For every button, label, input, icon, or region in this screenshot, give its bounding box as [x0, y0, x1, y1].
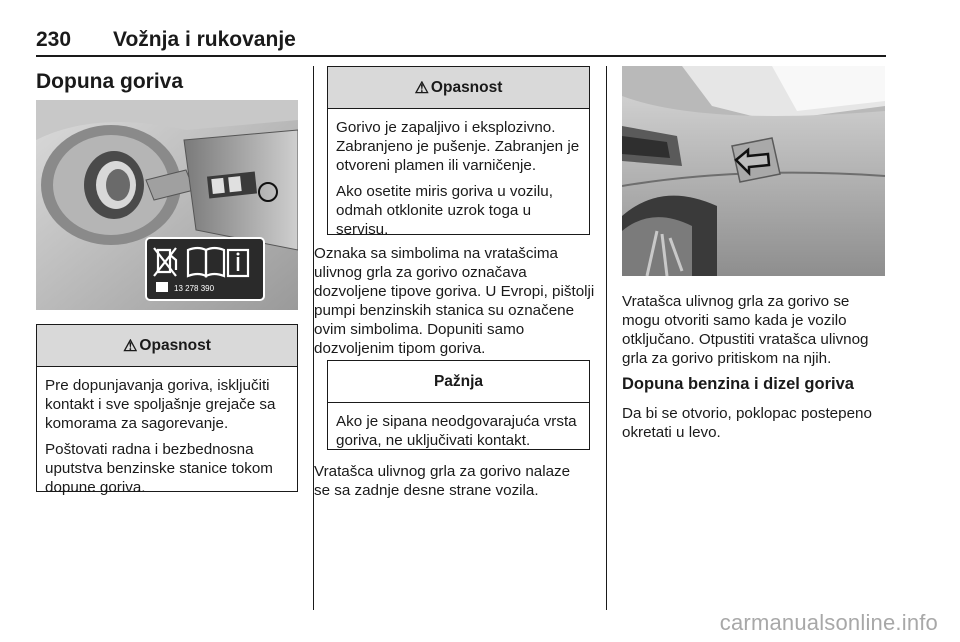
notice-title: Pažnja — [433, 372, 484, 390]
warning-paragraph: Pre dopunjavanja goriva, isključiti kontakt i sve spoljašnje grejače sa komorama za sagorevanje. — [45, 377, 276, 432]
warning-triangle-icon: ⚠ — [123, 337, 138, 355]
warning-title: Opasnost — [139, 336, 211, 354]
warning-paragraph: Poštovati radna i bezbednosna uputstva benzinske stanice tokom dopune goriva. — [45, 441, 273, 496]
warning-box-flammable — [327, 66, 590, 238]
warning-triangle-icon: ⚠ — [414, 79, 429, 97]
warning-box-fuel-safety — [36, 324, 298, 496]
section-title: Dopuna goriva — [36, 70, 184, 93]
header-rule — [36, 55, 886, 57]
fuel-symbols-paragraph: Oznaka sa simbolima na vratašcima ulivnog grla za gorivo označava dozvoljene tipove goriva. U Evropi, pištolji pumpi benzinskih stanica su označene ovim simbolima. Dopuniti samo dozvoljenim tipom goriva. — [314, 245, 595, 357]
warning-paragraph: Ako osetite miris goriva u vozilu, odmah otklonite uzrok toga u servisu. — [336, 183, 553, 238]
notice-paragraph: Ako je sipana neodgovarajuća vrsta goriva, ne uključivati kontakt. — [336, 413, 577, 449]
warning-title: Opasnost — [430, 78, 503, 96]
cap-open-paragraph: Da bi se otvorio, poklopac postepeno okretati u levo. — [622, 405, 872, 441]
notice-box-wrong-fuel — [327, 360, 590, 450]
warning-paragraph: Gorivo je zapaljivo i eksplozivno. Zabranjeno je pušenje. Zabranjen je otvoreni plamen ili varničenje. — [336, 119, 580, 174]
running-title: Vožnja i rukovanje — [113, 28, 296, 51]
fuel-door-open-paragraph: Vratašca ulivnog grla za gorivo se mogu otvoriti samo kada je vozilo otključano. Otpustiti vratašca ulivnog grla za gorivo pritiskom na njih. — [622, 293, 869, 367]
fuel-door-location-paragraph: Vratašca ulivnog grla za gorivo nalaze se sa zadnje desne strane vozila. — [314, 463, 571, 499]
column-divider-right — [606, 66, 607, 610]
notice-header — [328, 361, 589, 403]
subheading-petrol-diesel: Dopuna benzina i dizel goriva — [622, 375, 854, 393]
warning-header — [37, 325, 297, 367]
car-fuel-door-illustration — [622, 66, 885, 276]
page-number: 230 — [36, 28, 72, 51]
warning-header — [328, 67, 589, 109]
watermark: carmanualsonline.info — [719, 610, 938, 635]
label-code: 13 278 390 — [174, 284, 215, 293]
fuel-door-label-illustration — [36, 100, 298, 310]
